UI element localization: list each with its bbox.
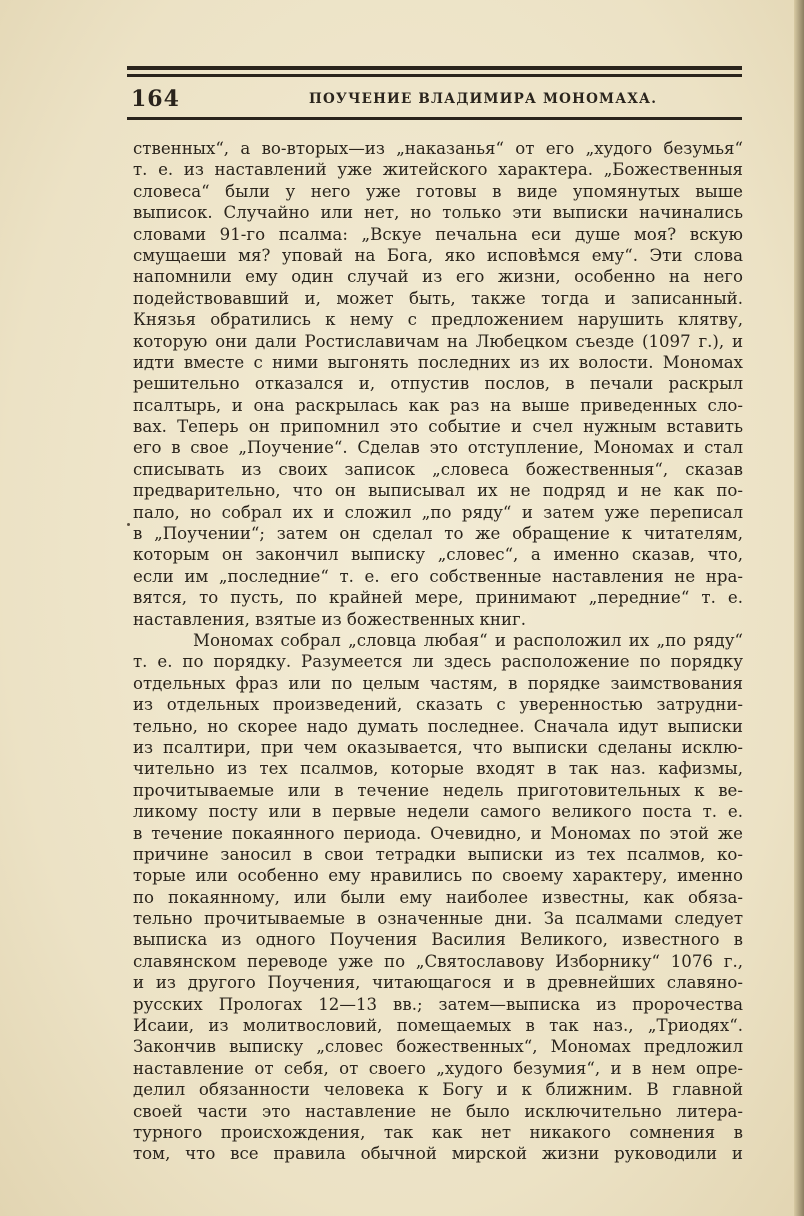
text-line: идти вместе с ними выгонять последних из их волости. Мономах <box>133 352 743 372</box>
text-line: славянском переводе уже по „Святославову Изборнику“ 1076 г., <box>133 951 743 971</box>
text-line: тельно, но скорее надо думать последнее. Сначала идут выписки <box>133 716 743 736</box>
text-line: чительно из тех псалмов, которые входят в так наз. кафизмы, <box>133 759 743 779</box>
top-rule-secondary <box>127 74 742 77</box>
text-line: которым он закончил выписку „словес“, а именно сказав, что, <box>133 545 743 565</box>
text-line: предварительно, что он выписывал их не подряд и не как по- <box>133 481 743 501</box>
page-number: 164 <box>131 86 180 112</box>
text-line: напомнили ему один случай из его жизни, особенно на него <box>133 267 743 287</box>
text-line: турного происхождения, так как нет никакого сомнения в <box>133 1122 743 1142</box>
text-line: смущаеши мя? уповай на Бога, яко исповѣмся ему“. Эти слова <box>133 245 743 265</box>
text-line: подействовавший и, может быть, также тогда и записанный. <box>133 288 743 308</box>
text-line: наставления, взятые из божественных книг. <box>133 609 527 629</box>
text-line: из псалтири, при чем оказывается, что выписки сделаны исклю- <box>133 737 743 757</box>
text-line: вах. Теперь он припомнил это событие и счел нужным вставить <box>133 417 743 437</box>
text-line: торые или особенно ему нравились по своему характеру, именно <box>133 866 743 886</box>
text-line: прочитываемые или в течение недель приготовительных к ве- <box>133 780 743 800</box>
text-line: Исаии, из молитвословий, помещаемых в так наз., „Триодях“. <box>133 1016 743 1036</box>
text-line: Закончив выписку „словес божественных“, Мономах предложил <box>133 1037 743 1057</box>
text-line: псалтырь, и она раскрылась как раз на выше приведенных сло- <box>133 395 743 415</box>
text-line: его в свое „Поучение“. Сделав это отступление, Мономах и стал <box>133 438 743 458</box>
text-line: причине заносил в свои тетрадки выписки из тех псалмов, ко- <box>133 844 743 864</box>
text-line: вятся, то пусть, по крайней мере, принимают „передние“ т. е. <box>133 588 743 608</box>
page-header <box>131 86 741 114</box>
running-title: ПОУЧЕНИЕ ВЛАДИМИРА МОНОМАХА. <box>309 91 658 107</box>
text-line: тельно прочитываемые в означенные дни. За псалмами следует <box>133 909 743 929</box>
text-line: своей части это наставление не было исключительно литера- <box>133 1101 743 1121</box>
text-line: если им „последние“ т. е. его собственные наставления не нра- <box>133 566 743 586</box>
text-line: т. е. из наставлений уже житейского характера. „Божественныя <box>133 160 743 180</box>
text-line: из отдельных произведений, сказать с уверенностью затрудни- <box>133 695 743 715</box>
text-line: выписка из одного Поучения Василия Великого, известного в <box>133 930 743 950</box>
text-line: ственных“, а во-вторых—из „наказанья“ от его „худого безумья“ <box>133 139 743 158</box>
body-text <box>133 138 753 1165</box>
text-line: в течение покаянного периода. Очевидно, и Мономах по этой же <box>133 823 743 843</box>
text-line: Князья обратились к нему с предложением нарушить клятву, <box>133 310 743 330</box>
text-line: и из другого Поучения, читающагося и в древнейших славяно- <box>133 973 743 993</box>
header-rule <box>127 117 742 120</box>
text-line: ликому посту или в первые недели самого великого поста т. е. <box>133 802 743 822</box>
text-line: наставление от себя, от своего „худого безумия“, и в нем опре- <box>133 1058 743 1078</box>
text-line: в „Поучении“; затем он сделал то же обращение к читателям, <box>133 524 743 544</box>
text-line: том, что все правила обычной мирской жизни руководили и <box>133 1144 743 1164</box>
text-line: отдельных фраз или по целым частям, в порядке заимствования <box>133 673 743 693</box>
text-line: словами 91-го псалма: „Вскуе печальна еси душе моя? вскую <box>133 224 743 244</box>
margin-mark <box>127 523 130 526</box>
text-line: русских Прологах 12—13 вв.; затем—выписка из пророчества <box>133 994 743 1014</box>
text-line: по покаянному, или были ему наиболее известны, как обяза- <box>133 887 743 907</box>
text-line: которую они дали Ростиславичам на Любецком съезде (1097 г.), и <box>133 331 743 351</box>
text-line: выписок. Случайно или нет, но только эти выписки начинались <box>133 203 743 223</box>
text-line: пало, но собрал их и сложил „по ряду“ и затем уже переписал <box>133 502 743 522</box>
text-line: т. е. по порядку. Разумеется ли здесь расположение по порядку <box>133 652 743 672</box>
text-line: Мономах собрал „словца любая“ и расположил их „по ряду“ <box>193 630 743 650</box>
text-line: решительно отказался и, отпустив послов, в печали раскрыл <box>133 374 743 394</box>
text-line: словеса“ были у него уже готовы в виде упомянутых выше <box>133 181 743 201</box>
text-line: делил обязанности человека к Богу и к ближним. В главной <box>133 1080 743 1100</box>
page-edge-shadow <box>794 0 804 1216</box>
text-line: списывать из своих записок „словеса божественныя“, сказав <box>133 459 743 479</box>
top-rule <box>127 66 742 70</box>
